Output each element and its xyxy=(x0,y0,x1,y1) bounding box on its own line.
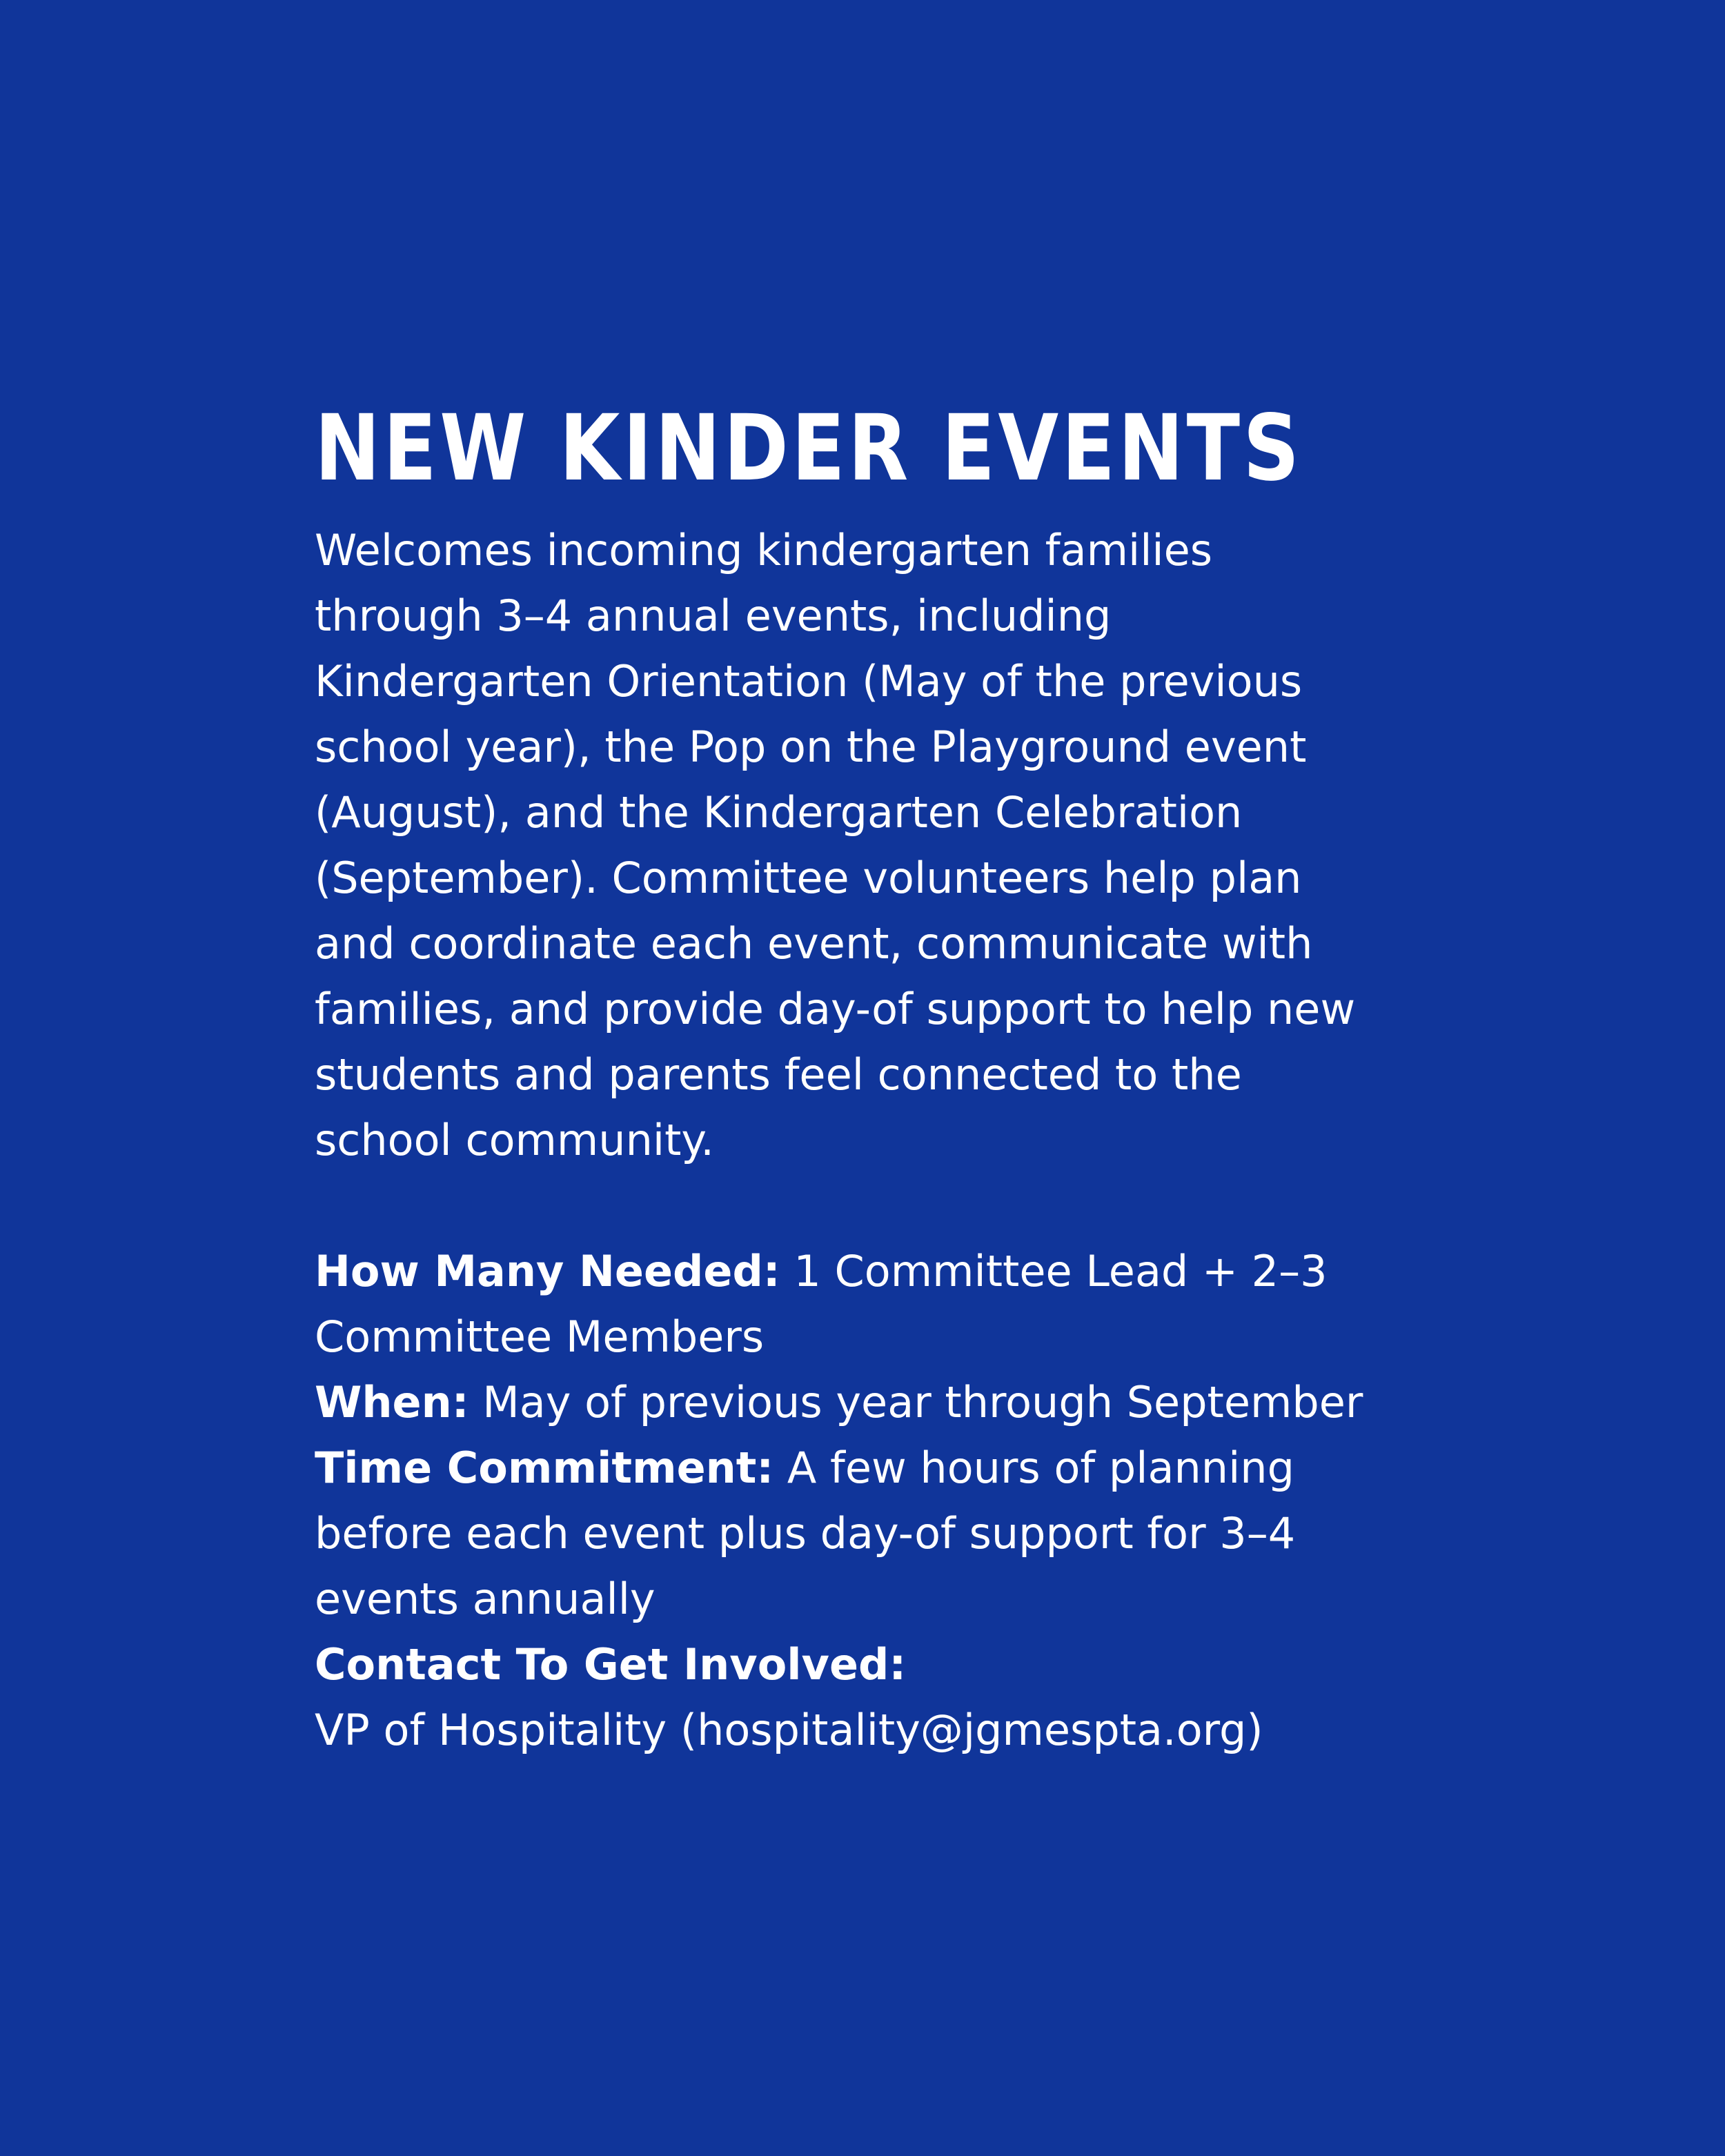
time-commitment-continued: before each event plus day-of support for 3–4 xyxy=(315,1508,1296,1559)
description-line: students and parents feel connected to the xyxy=(315,1049,1242,1100)
how-many-value: 1 Committee Lead + 2–3 xyxy=(780,1246,1328,1296)
when xyxy=(315,1369,1488,1435)
time-commitment-continued: events annually xyxy=(315,1574,656,1624)
description-line: school community. xyxy=(315,1115,714,1165)
content-block xyxy=(315,393,1488,1763)
description-line: Welcomes incoming kindergarten families xyxy=(315,525,1213,575)
how-many-needed xyxy=(315,1238,1488,1304)
details xyxy=(315,1238,1488,1763)
description-line: school year), the Pop on the Playground event xyxy=(315,722,1307,772)
when-label: When: xyxy=(315,1377,469,1427)
contact-label: Contact To Get Involved: xyxy=(315,1639,907,1690)
when-value: May of previous year through September xyxy=(469,1377,1363,1427)
how-many-label: How Many Needed: xyxy=(315,1246,780,1296)
description-line: Kindergarten Orientation (May of the previous xyxy=(315,656,1303,706)
description-line: and coordinate each event, communicate with xyxy=(315,918,1313,969)
page-title: NEW KINDER EVENTS xyxy=(315,395,1303,502)
description-line: (September). Committee volunteers help plan xyxy=(315,853,1302,903)
time-commitment-label: Time Commitment: xyxy=(315,1443,774,1493)
how-many-value-continued: Committee Members xyxy=(315,1312,765,1362)
description-line: (August), and the Kindergarten Celebration xyxy=(315,787,1243,838)
time-commitment-value: A few hours of planning xyxy=(773,1443,1294,1493)
contact-value: VP of Hospitality (hospitality@jgmespta.org) xyxy=(315,1705,1263,1755)
description-line: families, and provide day-of support to help new xyxy=(315,984,1356,1034)
time-commitment xyxy=(315,1435,1488,1501)
description-line: through 3–4 annual events, including xyxy=(315,591,1112,641)
description xyxy=(315,517,1488,1173)
contact xyxy=(315,1632,1488,1697)
